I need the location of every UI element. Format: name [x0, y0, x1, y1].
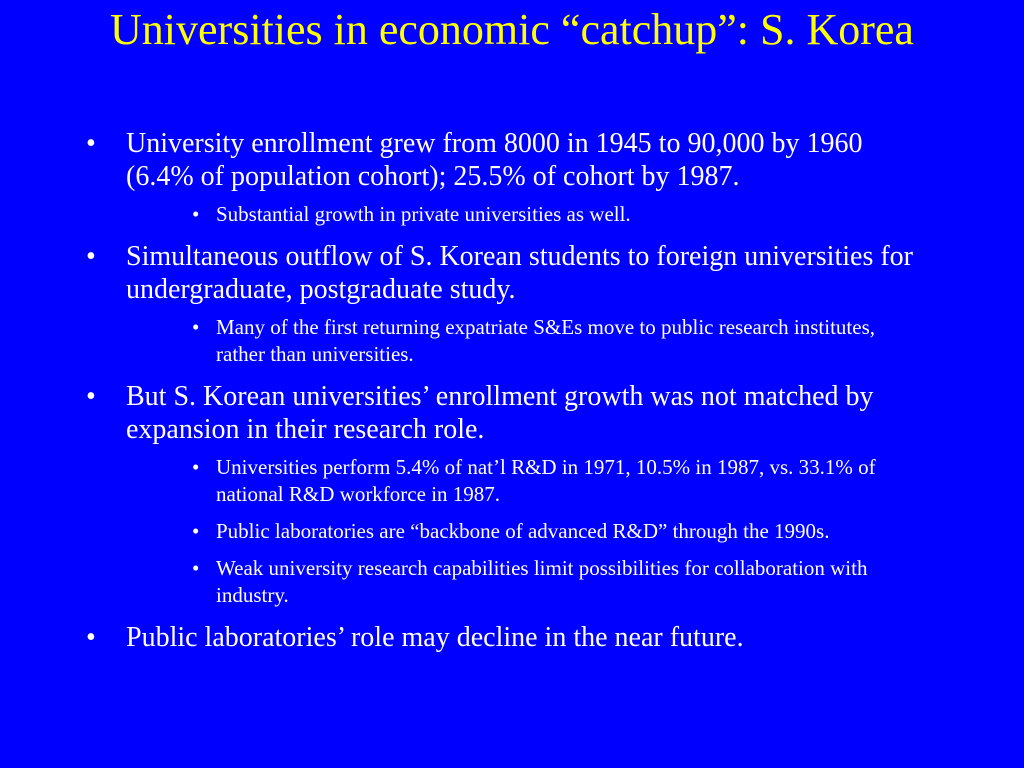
sub-bullet-marker: •	[192, 315, 200, 339]
bullet-text: Simultaneous outflow of S. Korean students to foreign universities for undergraduate, postgraduate study.	[126, 241, 913, 305]
sub-bullet-text: Substantial growth in private universities as well.	[216, 202, 631, 226]
sub-bullet-item	[0, 454, 1024, 508]
sub-bullet-text: Universities perform 5.4% of nat’l R&D in 1971, 10.5% in 1987, vs. 33.1% of national R&D workforce in 1987.	[216, 455, 876, 506]
bullet-marker: •	[86, 128, 96, 159]
sub-bullet-marker: •	[192, 556, 200, 580]
sub-bullet-marker: •	[192, 202, 200, 226]
bullet-item	[0, 127, 1024, 193]
bullet-item	[0, 621, 1024, 654]
bullet-text: But S. Korean universities’ enrollment growth was not matched by expansion in their research role.	[126, 381, 874, 445]
sub-bullet-item	[0, 518, 1024, 545]
sub-bullet-text: Public laboratories are “backbone of advanced R&D” through the 1990s.	[216, 519, 830, 543]
sub-bullet-marker: •	[192, 519, 200, 543]
sub-bullet-text: Weak university research capabilities limit possibilities for collaboration with industry.	[216, 556, 868, 607]
bullet-marker: •	[86, 622, 96, 653]
sub-bullet-item	[0, 555, 1024, 609]
bullet-marker: •	[86, 241, 96, 272]
bullet-item	[0, 380, 1024, 446]
sub-bullet-item	[0, 314, 1024, 368]
sub-bullet-text: Many of the first returning expatriate S&Es move to public research institutes, rather than universities.	[216, 315, 875, 366]
bullet-list	[0, 127, 1024, 662]
bullet-marker: •	[86, 381, 96, 412]
bullet-item	[0, 240, 1024, 306]
bullet-text: Public laboratories’ role may decline in the near future.	[126, 622, 744, 653]
slide-title: Universities in economic “catchup”: S. Korea	[110, 5, 914, 54]
sub-bullet-marker: •	[192, 455, 200, 479]
sub-bullet-item	[0, 201, 1024, 228]
bullet-text: University enrollment grew from 8000 in 1945 to 90,000 by 1960 (6.4% of population cohort); 25.5% of cohort by 1987.	[126, 128, 863, 192]
